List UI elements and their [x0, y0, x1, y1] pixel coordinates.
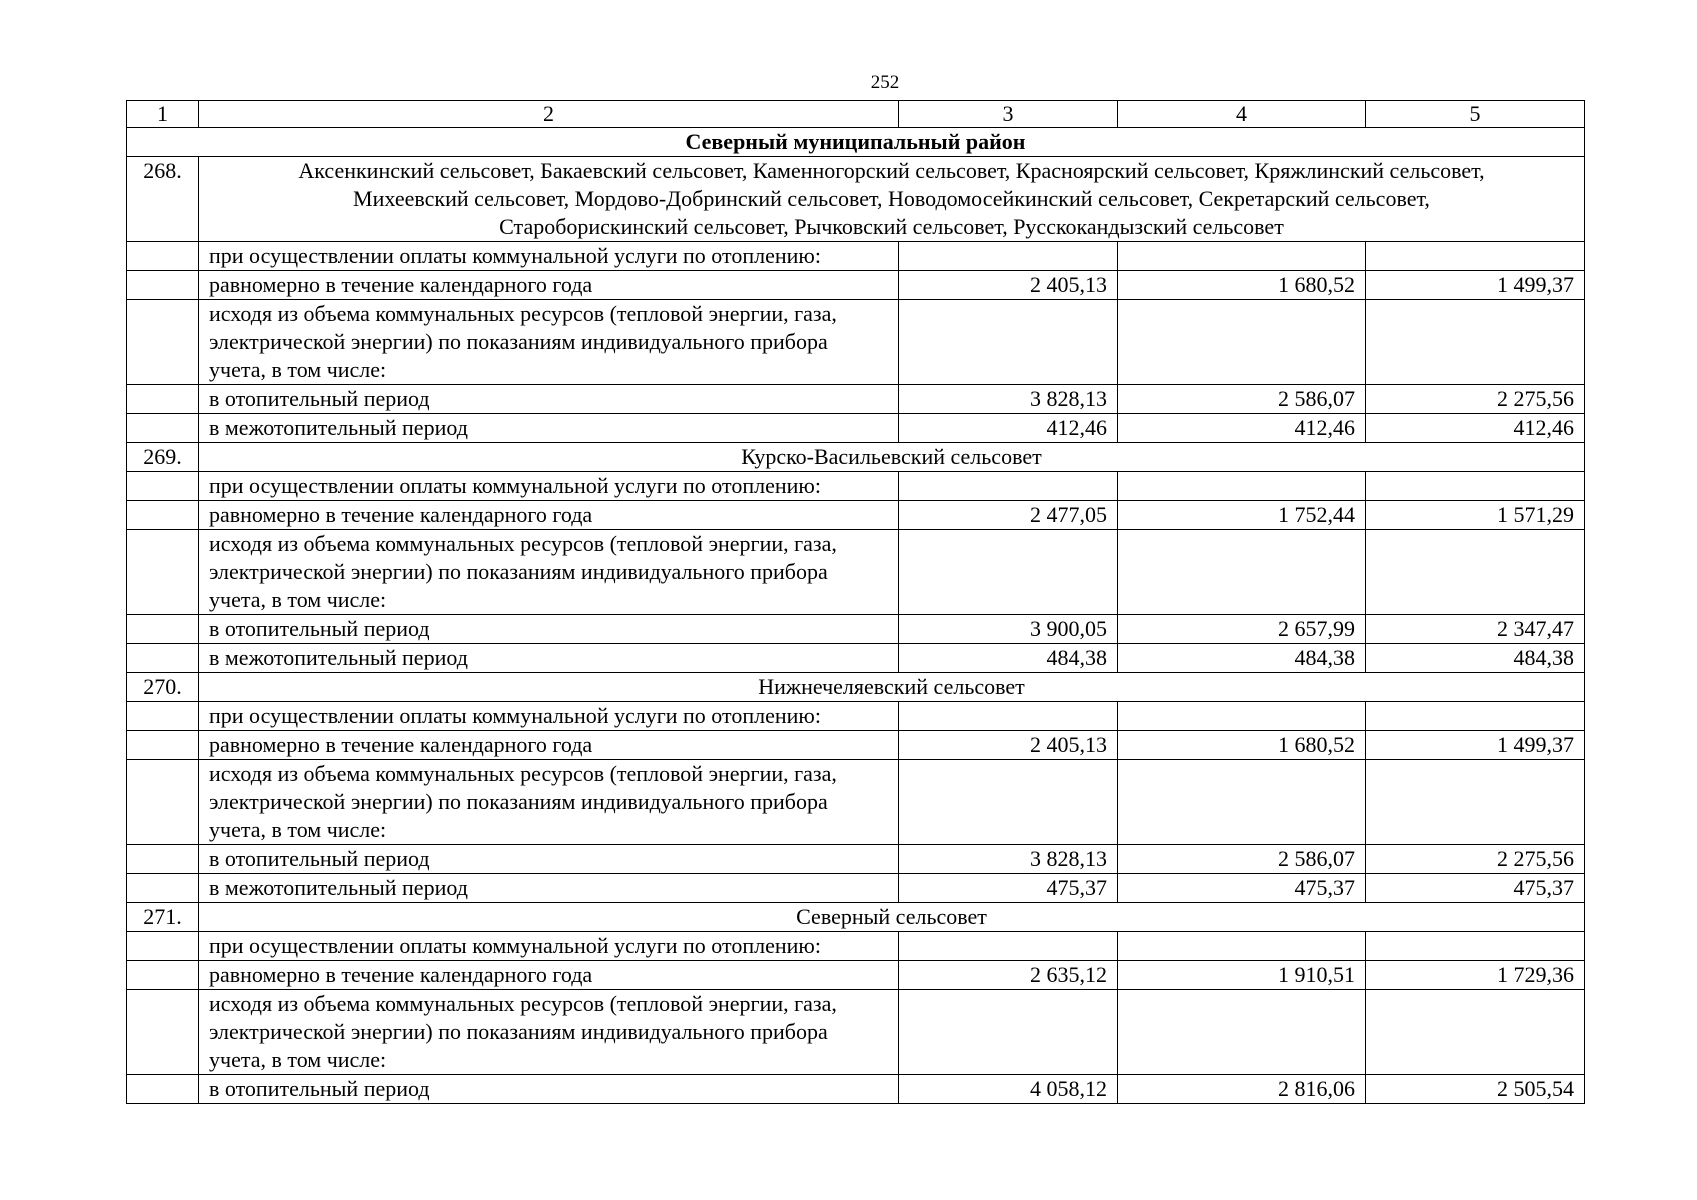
- empty-cell: [127, 760, 199, 845]
- value-cell: 2 275,56: [1366, 845, 1585, 874]
- row-label: при осуществлении оплаты коммунальной услуги по отоплению:: [199, 702, 899, 731]
- column-header: 1: [127, 101, 199, 128]
- table-row: [127, 501, 1585, 530]
- table-row: [127, 932, 1585, 961]
- empty-cell: [127, 472, 199, 501]
- value-cell: 1 680,52: [1118, 271, 1366, 300]
- value-cell: 475,37: [1366, 874, 1585, 903]
- value-cell: [899, 702, 1118, 731]
- empty-cell: [127, 271, 199, 300]
- table-row: [127, 961, 1585, 990]
- value-cell: [899, 990, 1118, 1075]
- section-title: Курско-Васильевский сельсовет: [199, 443, 1585, 472]
- empty-cell: [127, 615, 199, 644]
- empty-cell: [127, 644, 199, 673]
- row-label: в отопительный период: [199, 615, 899, 644]
- value-cell: 484,38: [1366, 644, 1585, 673]
- value-cell: [1366, 932, 1585, 961]
- value-cell: [1366, 300, 1585, 385]
- row-label: в межотопительный период: [199, 414, 899, 443]
- row-label: исходя из объема коммунальных ресурсов (тепловой энергии, газа, электрической энергии) по показаниям индивидуального прибора учета, в том числе:: [199, 990, 899, 1075]
- value-cell: 412,46: [1366, 414, 1585, 443]
- value-cell: [1366, 760, 1585, 845]
- value-cell: 2 347,47: [1366, 615, 1585, 644]
- table-row: [127, 472, 1585, 501]
- value-cell: 2 405,13: [899, 271, 1118, 300]
- section-title-row: [127, 903, 1585, 932]
- empty-cell: [127, 932, 199, 961]
- row-label: исходя из объема коммунальных ресурсов (тепловой энергии, газа, электрической энергии) по показаниям индивидуального прибора учета, в том числе:: [199, 530, 899, 615]
- value-cell: 4 058,12: [899, 1075, 1118, 1104]
- row-label: равномерно в течение календарного года: [199, 731, 899, 760]
- value-cell: [899, 300, 1118, 385]
- value-cell: 2 275,56: [1366, 385, 1585, 414]
- district-row: [127, 128, 1585, 157]
- value-cell: [1366, 472, 1585, 501]
- value-cell: 2 635,12: [899, 961, 1118, 990]
- column-header: 2: [199, 101, 899, 128]
- value-cell: [1118, 242, 1366, 271]
- empty-cell: [127, 845, 199, 874]
- value-cell: 475,37: [899, 874, 1118, 903]
- row-label: равномерно в течение календарного года: [199, 271, 899, 300]
- column-header: 3: [899, 101, 1118, 128]
- value-cell: 1 729,36: [1366, 961, 1585, 990]
- empty-cell: [127, 530, 199, 615]
- value-cell: [1366, 702, 1585, 731]
- section-title: Северный сельсовет: [199, 903, 1585, 932]
- value-cell: [1118, 760, 1366, 845]
- value-cell: [1118, 300, 1366, 385]
- row-label: исходя из объема коммунальных ресурсов (тепловой энергии, газа, электрической энергии) по показаниям индивидуального прибора учета, в том числе:: [199, 300, 899, 385]
- empty-cell: [127, 501, 199, 530]
- row-number: 271.: [127, 903, 199, 932]
- value-cell: 3 828,13: [899, 385, 1118, 414]
- row-label: в отопительный период: [199, 385, 899, 414]
- row-label: при осуществлении оплаты коммунальной услуги по отоплению:: [199, 472, 899, 501]
- table-row: [127, 1075, 1585, 1104]
- value-cell: 2 586,07: [1118, 845, 1366, 874]
- value-cell: [1118, 990, 1366, 1075]
- empty-cell: [127, 242, 199, 271]
- value-cell: [899, 932, 1118, 961]
- value-cell: 484,38: [899, 644, 1118, 673]
- value-cell: 1 499,37: [1366, 271, 1585, 300]
- row-label: в межотопительный период: [199, 644, 899, 673]
- value-cell: [1118, 702, 1366, 731]
- row-label: в межотопительный период: [199, 874, 899, 903]
- table-row: [127, 530, 1585, 615]
- value-cell: 2 816,06: [1118, 1075, 1366, 1104]
- value-cell: [1118, 932, 1366, 961]
- table-row: [127, 615, 1585, 644]
- empty-cell: [127, 961, 199, 990]
- value-cell: 1 910,51: [1118, 961, 1366, 990]
- empty-cell: [127, 300, 199, 385]
- page-number: 252: [870, 72, 900, 93]
- empty-cell: [127, 874, 199, 903]
- empty-cell: [127, 385, 199, 414]
- value-cell: 2 505,54: [1366, 1075, 1585, 1104]
- column-header: 5: [1366, 101, 1585, 128]
- tariff-table: [126, 100, 1585, 1104]
- value-cell: 412,46: [899, 414, 1118, 443]
- row-label: в отопительный период: [199, 1075, 899, 1104]
- value-cell: 2 657,99: [1118, 615, 1366, 644]
- section-title: Аксенкинский сельсовет, Бакаевский сельсовет, Каменногорский сельсовет, Красноярский сельсовет, Кряжлинский сельсовет, Михеевский сельсовет, Мордово-Добринский сельсовет, Новодомосейкинский сельсовет, Секретарский сельсовет, Староборискинский сельсовет, Рычковский сельсовет, Русскокандызский сельсовет: [199, 157, 1585, 242]
- value-cell: [1118, 530, 1366, 615]
- value-cell: 1 752,44: [1118, 501, 1366, 530]
- value-cell: [899, 530, 1118, 615]
- column-header-row: [127, 101, 1585, 128]
- value-cell: 1 571,29: [1366, 501, 1585, 530]
- row-label: при осуществлении оплаты коммунальной услуги по отоплению:: [199, 242, 899, 271]
- empty-cell: [127, 1075, 199, 1104]
- section-title-row: [127, 157, 1585, 242]
- table-row: [127, 242, 1585, 271]
- empty-cell: [127, 731, 199, 760]
- row-number: 268.: [127, 157, 199, 242]
- row-label: при осуществлении оплаты коммунальной услуги по отоплению:: [199, 932, 899, 961]
- row-label: исходя из объема коммунальных ресурсов (тепловой энергии, газа, электрической энергии) по показаниям индивидуального прибора учета, в том числе:: [199, 760, 899, 845]
- value-cell: 412,46: [1118, 414, 1366, 443]
- value-cell: 1 499,37: [1366, 731, 1585, 760]
- value-cell: 484,38: [1118, 644, 1366, 673]
- empty-cell: [127, 990, 199, 1075]
- empty-cell: [127, 414, 199, 443]
- table-row: [127, 702, 1585, 731]
- value-cell: 2 477,05: [899, 501, 1118, 530]
- value-cell: [899, 760, 1118, 845]
- section-title-row: [127, 443, 1585, 472]
- table-row: [127, 300, 1585, 385]
- value-cell: 2 586,07: [1118, 385, 1366, 414]
- row-number: 270.: [127, 673, 199, 702]
- table-row: [127, 271, 1585, 300]
- value-cell: [1366, 990, 1585, 1075]
- district-title: Северный муниципальный район: [127, 128, 1585, 157]
- table-row: [127, 874, 1585, 903]
- table-row: [127, 760, 1585, 845]
- value-cell: 1 680,52: [1118, 731, 1366, 760]
- value-cell: 475,37: [1118, 874, 1366, 903]
- table-row: [127, 414, 1585, 443]
- row-label: равномерно в течение календарного года: [199, 501, 899, 530]
- value-cell: 3 900,05: [899, 615, 1118, 644]
- value-cell: [1366, 530, 1585, 615]
- value-cell: [899, 242, 1118, 271]
- value-cell: 3 828,13: [899, 845, 1118, 874]
- value-cell: [899, 472, 1118, 501]
- table-row: [127, 731, 1585, 760]
- value-cell: [1118, 472, 1366, 501]
- section-title-row: [127, 673, 1585, 702]
- empty-cell: [127, 702, 199, 731]
- row-number: 269.: [127, 443, 199, 472]
- table-row: [127, 845, 1585, 874]
- row-label: равномерно в течение календарного года: [199, 961, 899, 990]
- row-label: в отопительный период: [199, 845, 899, 874]
- section-title: Нижнечеляевский сельсовет: [199, 673, 1585, 702]
- column-header: 4: [1118, 101, 1366, 128]
- value-cell: [1366, 242, 1585, 271]
- table-row: [127, 644, 1585, 673]
- table-row: [127, 990, 1585, 1075]
- table-row: [127, 385, 1585, 414]
- value-cell: 2 405,13: [899, 731, 1118, 760]
